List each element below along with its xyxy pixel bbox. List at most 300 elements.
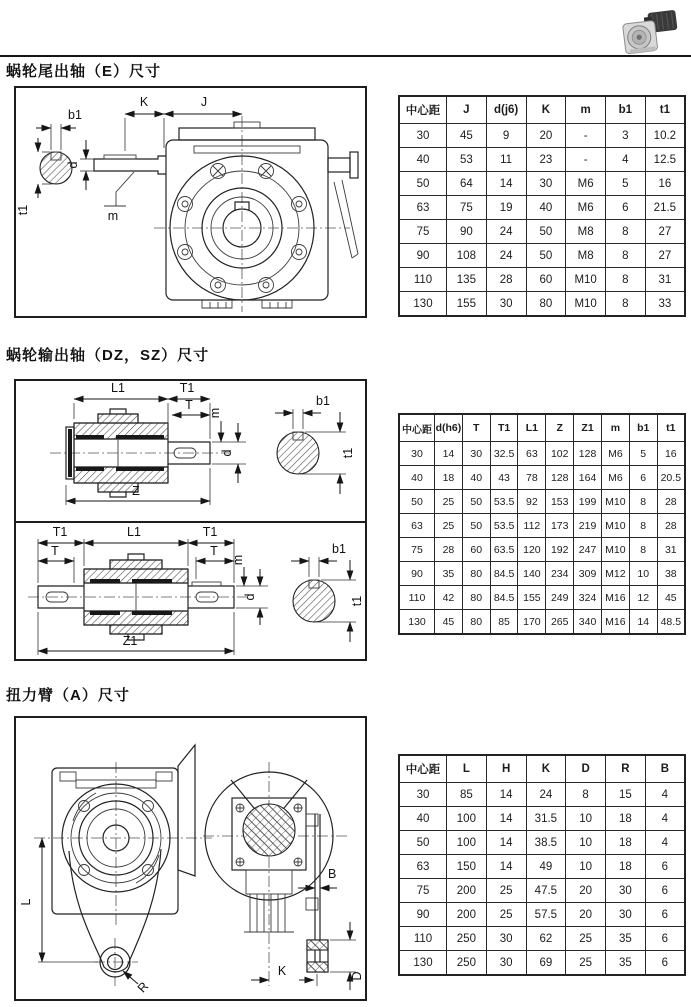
dim-label-Z1: Z1 <box>122 634 138 648</box>
dimension-d <box>66 140 94 190</box>
dimension-L <box>19 838 98 962</box>
table-cell: 192 <box>546 538 574 562</box>
drawing-box-torque-arm <box>14 716 367 1001</box>
table-cell: 30 <box>606 879 646 903</box>
table-cell: M10 <box>566 268 606 292</box>
table-cell: 170 <box>518 610 546 635</box>
table-cell: 11 <box>486 148 526 172</box>
table-cell: 80 <box>526 292 566 317</box>
table-row <box>399 172 685 196</box>
header-row <box>399 755 685 783</box>
column-header: J <box>447 96 487 124</box>
table-cell: 15 <box>606 783 646 807</box>
table-cell: 30 <box>606 903 646 927</box>
table-cell: 309 <box>574 562 602 586</box>
table-cell: 50 <box>399 172 447 196</box>
table-cell: 35 <box>606 951 646 976</box>
dim-label-K: K <box>139 95 149 109</box>
table-cell: 14 <box>486 172 526 196</box>
table-row <box>399 196 685 220</box>
table-cell: 47.5 <box>526 879 566 903</box>
column-header: L1 <box>518 414 546 442</box>
table-cell: 80 <box>462 586 490 610</box>
table-cell: 6 <box>606 196 646 220</box>
table-cell: 50 <box>526 244 566 268</box>
table-cell: 63.5 <box>490 538 518 562</box>
table-cell: 8 <box>629 514 657 538</box>
table-cell: 8 <box>566 783 606 807</box>
table-cell: 102 <box>546 442 574 466</box>
table-cell: 30 <box>462 442 490 466</box>
table-cell: M12 <box>601 562 629 586</box>
table-cell: 49 <box>526 855 566 879</box>
table-cell: 25 <box>566 927 606 951</box>
table-cell: 20.5 <box>657 466 685 490</box>
table-row <box>399 807 685 831</box>
table-cell: 38 <box>657 562 685 586</box>
dim-label-b1: b1 <box>316 394 330 408</box>
table-cell: 75 <box>447 196 487 220</box>
column-header: B <box>645 755 685 783</box>
section-heading-worm-output-shaft: 蜗轮输出轴（DZ，SZ）尺寸 <box>6 347 210 364</box>
table-cell: 40 <box>526 196 566 220</box>
table-cell: 153 <box>546 490 574 514</box>
table-row <box>399 466 685 490</box>
table-row <box>399 244 685 268</box>
table-cell: 130 <box>399 951 447 976</box>
dim-label-L1: L1 <box>111 381 125 395</box>
dim-label-t1: t1 <box>16 204 30 216</box>
table-row <box>399 124 685 148</box>
table-cell: 200 <box>447 879 487 903</box>
table-cell: 53 <box>447 148 487 172</box>
column-header: Z1 <box>574 414 602 442</box>
column-header: d(h6) <box>435 414 463 442</box>
dim-label-B: B <box>328 867 337 881</box>
table-cell: 40 <box>462 466 490 490</box>
table-cell: 27 <box>645 220 685 244</box>
table-cell: 128 <box>574 442 602 466</box>
table-cell: 90 <box>399 903 447 927</box>
gearbox-front-view <box>52 745 195 914</box>
column-header: R <box>606 755 646 783</box>
column-header: d(j6) <box>486 96 526 124</box>
table-cell: 5 <box>606 172 646 196</box>
table-cell: 57.5 <box>526 903 566 927</box>
table-cell: 108 <box>447 244 487 268</box>
dim-label-T: T <box>185 398 193 412</box>
table-cell: 5 <box>629 442 657 466</box>
table-cell: 84.5 <box>490 586 518 610</box>
table-cell: - <box>566 148 606 172</box>
table-cell: 31 <box>657 538 685 562</box>
dimension-m <box>231 555 268 586</box>
table-cell: 8 <box>606 220 646 244</box>
table-cell: 155 <box>518 586 546 610</box>
header-row <box>399 414 685 442</box>
table-cell: 20 <box>526 124 566 148</box>
table-cell: 78 <box>518 466 546 490</box>
table-cell: 324 <box>574 586 602 610</box>
table-torque-arm-dimensions <box>398 754 686 976</box>
column-header: t1 <box>657 414 685 442</box>
table-cell: 50 <box>526 220 566 244</box>
table-cell: M8 <box>566 244 606 268</box>
table-cell: 234 <box>546 562 574 586</box>
table-row <box>399 490 685 514</box>
column-header: Z <box>546 414 574 442</box>
table-cell: 90 <box>399 562 435 586</box>
dim-label-m: m <box>231 554 245 566</box>
dimension-J <box>164 95 242 114</box>
table-cell: 6 <box>645 879 685 903</box>
table-cell: 6 <box>645 951 685 976</box>
table-cell: 8 <box>606 268 646 292</box>
table-cell: 155 <box>447 292 487 317</box>
table-cell: 62 <box>526 927 566 951</box>
table-row <box>399 879 685 903</box>
dim-label-T1: T1 <box>202 525 218 539</box>
table-cell: M6 <box>601 442 629 466</box>
table-cell: 249 <box>546 586 574 610</box>
header-row <box>399 96 685 124</box>
table-cell: 4 <box>645 831 685 855</box>
table-row <box>399 442 685 466</box>
table-cell: 80 <box>462 610 490 635</box>
table-cell: 4 <box>645 807 685 831</box>
right-shaft-extension <box>188 582 234 608</box>
column-header: K <box>526 96 566 124</box>
table-row <box>399 538 685 562</box>
dimension-T1-left <box>38 525 84 583</box>
table-cell: 28 <box>657 514 685 538</box>
column-header: T <box>462 414 490 442</box>
table-cell: 8 <box>629 490 657 514</box>
dim-label-T1: T1 <box>52 525 68 539</box>
column-header: m <box>566 96 606 124</box>
column-header: 中心距 <box>399 755 447 783</box>
table-cell: 50 <box>462 490 490 514</box>
table-cell: M16 <box>601 586 629 610</box>
table-cell: 19 <box>486 196 526 220</box>
table-cell: 250 <box>447 951 487 976</box>
dim-label-t1: t1 <box>350 595 364 607</box>
table-cell: 90 <box>399 244 447 268</box>
section-heading-torque-arm: 扭力臂（A）尺寸 <box>6 687 130 704</box>
table-cell: 265 <box>546 610 574 635</box>
table-cell: 164 <box>574 466 602 490</box>
table-row <box>399 268 685 292</box>
table-cell: 128 <box>546 466 574 490</box>
table-cell: 10 <box>566 855 606 879</box>
table-cell: 42 <box>435 586 463 610</box>
key-cross-section <box>293 580 335 622</box>
table-cell: 43 <box>490 466 518 490</box>
table-cell: M10 <box>601 490 629 514</box>
table-row <box>399 855 685 879</box>
table-cell: 9 <box>486 124 526 148</box>
table-cell: 28 <box>657 490 685 514</box>
dim-label-L: L <box>19 898 33 906</box>
dimension-T-left <box>38 544 74 583</box>
dim-label-d: d <box>243 593 257 601</box>
table-cell: 100 <box>447 807 487 831</box>
drawing-output-shaft-dz <box>16 381 365 516</box>
table-row <box>399 514 685 538</box>
dimension-R <box>123 971 151 995</box>
drawing-output-shaft-sz <box>16 523 365 662</box>
table-cell: 10 <box>566 831 606 855</box>
table-cell: 35 <box>606 927 646 951</box>
dim-label-b1: b1 <box>332 542 346 556</box>
table-cell: 16 <box>645 172 685 196</box>
column-header: 中心距 <box>399 414 435 442</box>
table-cell: 63 <box>399 855 447 879</box>
table-cell: 219 <box>574 514 602 538</box>
table-cell: 31.5 <box>526 807 566 831</box>
table-row <box>399 783 685 807</box>
table-row <box>399 610 685 635</box>
table-cell: 85 <box>490 610 518 635</box>
column-header: T1 <box>490 414 518 442</box>
column-header: H <box>486 755 526 783</box>
table-row <box>399 586 685 610</box>
table-cell: 340 <box>574 610 602 635</box>
dimension-D <box>330 922 364 990</box>
table-cell: 45 <box>447 124 487 148</box>
table-row <box>399 831 685 855</box>
table-cell: 84.5 <box>490 562 518 586</box>
table-cell: 130 <box>399 610 435 635</box>
dim-label-R: R <box>134 979 152 996</box>
table-cell: 12.5 <box>645 148 685 172</box>
table-cell: - <box>566 124 606 148</box>
table-cell: 30 <box>486 927 526 951</box>
table-cell: 199 <box>574 490 602 514</box>
dim-label-Z: Z <box>132 484 140 498</box>
table-cell: M8 <box>566 220 606 244</box>
column-header: K <box>526 755 566 783</box>
table-cell: 6 <box>645 855 685 879</box>
table-cell: 50 <box>462 514 490 538</box>
table-cell: 14 <box>486 831 526 855</box>
table-cell: 25 <box>435 514 463 538</box>
table-cell: 30 <box>526 172 566 196</box>
column-header: D <box>566 755 606 783</box>
table-cell: 247 <box>574 538 602 562</box>
table-cell: M10 <box>566 292 606 317</box>
table-cell: 10.2 <box>645 124 685 148</box>
table-cell: M10 <box>601 514 629 538</box>
dim-label-T: T <box>51 544 59 558</box>
table-row <box>399 292 685 317</box>
table-cell: 64 <box>447 172 487 196</box>
table-row <box>399 927 685 951</box>
table-cell: 85 <box>447 783 487 807</box>
column-header: b1 <box>629 414 657 442</box>
dim-label-m: m <box>107 209 119 223</box>
column-header: 中心距 <box>399 96 447 124</box>
table-cell: 63 <box>399 196 447 220</box>
table-cell: 80 <box>462 562 490 586</box>
table-cell: 45 <box>435 610 463 635</box>
gearbox-housing <box>166 122 328 308</box>
table-cell: 30 <box>486 292 526 317</box>
table-cell: 14 <box>486 783 526 807</box>
table-cell: 18 <box>606 807 646 831</box>
dim-label-t1: t1 <box>341 447 355 459</box>
table-cell: 63 <box>399 514 435 538</box>
table-cell: 18 <box>606 855 646 879</box>
table-cell: 30 <box>399 442 435 466</box>
table-worm-tail-shaft-dimensions <box>398 95 686 317</box>
table-cell: 8 <box>629 538 657 562</box>
table-cell: 75 <box>399 538 435 562</box>
table-cell: 14 <box>435 442 463 466</box>
table-cell: 60 <box>462 538 490 562</box>
table-row <box>399 148 685 172</box>
dim-label-d: d <box>220 449 234 457</box>
top-rule <box>0 55 691 57</box>
dimension-T-right <box>196 544 234 579</box>
table-cell: 30 <box>399 783 447 807</box>
worm-far-end <box>328 152 358 258</box>
table-cell: 112 <box>518 514 546 538</box>
table-cell: 12 <box>629 586 657 610</box>
table-cell: 63 <box>518 442 546 466</box>
table-cell: 25 <box>486 879 526 903</box>
table-cell: 10 <box>566 807 606 831</box>
table-cell: 16 <box>657 442 685 466</box>
dimension-b1 <box>291 542 346 577</box>
torque-arm-side <box>306 814 328 972</box>
table-cell: 14 <box>486 807 526 831</box>
table-cell: 130 <box>399 292 447 317</box>
dim-label-T: T <box>210 544 218 558</box>
dim-label-m: m <box>208 407 222 419</box>
table-cell: 100 <box>447 831 487 855</box>
column-header: b1 <box>606 96 646 124</box>
table-cell: 18 <box>606 831 646 855</box>
table-cell: 250 <box>447 927 487 951</box>
table-cell: 6 <box>645 903 685 927</box>
dimension-b1 <box>275 394 330 429</box>
table-cell: 50 <box>399 831 447 855</box>
table-cell: 140 <box>518 562 546 586</box>
table-cell: 33 <box>645 292 685 317</box>
dim-label-K: K <box>277 964 287 978</box>
table-cell: 24 <box>486 244 526 268</box>
table-cell: 200 <box>447 903 487 927</box>
table-row <box>399 562 685 586</box>
dim-label-T1: T1 <box>179 381 195 395</box>
table-cell: 3 <box>606 124 646 148</box>
table-cell: 8 <box>606 244 646 268</box>
table-cell: 20 <box>566 879 606 903</box>
dimension-K <box>125 95 164 151</box>
drawing-box-worm-tail-shaft <box>14 86 367 318</box>
table-cell: 25 <box>486 903 526 927</box>
dim-label-J: J <box>200 95 208 109</box>
table-cell: 38.5 <box>526 831 566 855</box>
table-cell: 40 <box>399 466 435 490</box>
dim-label-d: d <box>66 161 80 169</box>
table-cell: 23 <box>526 148 566 172</box>
table-cell: 18 <box>435 466 463 490</box>
table-row <box>399 220 685 244</box>
table-cell: 24 <box>486 220 526 244</box>
table-cell: 92 <box>518 490 546 514</box>
table-cell: 60 <box>526 268 566 292</box>
table-cell: 14 <box>629 610 657 635</box>
table-cell: 28 <box>435 538 463 562</box>
table-cell: 69 <box>526 951 566 976</box>
table-cell: 110 <box>399 586 435 610</box>
table-cell: 75 <box>399 879 447 903</box>
table-cell: 50 <box>399 490 435 514</box>
section-heading-worm-tail-shaft: 蜗轮尾出轴（E）尺寸 <box>6 63 162 80</box>
table-cell: 35 <box>435 562 463 586</box>
table-cell: M6 <box>566 172 606 196</box>
table-cell: 90 <box>447 220 487 244</box>
table-cell: 6 <box>629 466 657 490</box>
table-cell: 20 <box>566 903 606 927</box>
column-header: L <box>447 755 487 783</box>
column-header: t1 <box>645 96 685 124</box>
drawing-box-output-shafts <box>14 379 367 661</box>
table-cell: 27 <box>645 244 685 268</box>
table-cell: 24 <box>526 783 566 807</box>
dim-label-b1: b1 <box>68 108 82 122</box>
table-cell: 25 <box>435 490 463 514</box>
table-cell: 45 <box>657 586 685 610</box>
table-cell: 75 <box>399 220 447 244</box>
table-cell: M10 <box>601 538 629 562</box>
table-cell: M6 <box>601 466 629 490</box>
table-cell: 40 <box>399 148 447 172</box>
dimension-b1 <box>36 108 82 150</box>
gearmotor-photo <box>616 9 684 57</box>
table-cell: 32.5 <box>490 442 518 466</box>
table-cell: 48.5 <box>657 610 685 635</box>
dimension-m <box>208 408 246 442</box>
worm-tail-shaft <box>94 155 166 206</box>
table-cell: 40 <box>399 807 447 831</box>
table-cell: 25 <box>566 951 606 976</box>
table-cell: 8 <box>606 292 646 317</box>
table-cell: M16 <box>601 610 629 635</box>
table-cell: 4 <box>645 783 685 807</box>
drawing-worm-gearbox-end-view <box>16 88 365 316</box>
table-cell: 6 <box>645 927 685 951</box>
drawing-torque-arm-views <box>16 718 365 999</box>
table-cell: 28 <box>486 268 526 292</box>
table-row <box>399 951 685 976</box>
column-header: m <box>601 414 629 442</box>
table-cell: 4 <box>606 148 646 172</box>
table-cell: 30 <box>399 124 447 148</box>
dim-label-L1: L1 <box>127 525 141 539</box>
table-cell: 10 <box>629 562 657 586</box>
table-cell: 110 <box>399 268 447 292</box>
table-cell: 30 <box>486 951 526 976</box>
table-cell: 120 <box>518 538 546 562</box>
table-output-shaft-dimensions <box>398 413 686 635</box>
table-cell: 53.5 <box>490 514 518 538</box>
table-cell: 53.5 <box>490 490 518 514</box>
table-cell: 14 <box>486 855 526 879</box>
dim-label-D: D <box>350 971 364 981</box>
